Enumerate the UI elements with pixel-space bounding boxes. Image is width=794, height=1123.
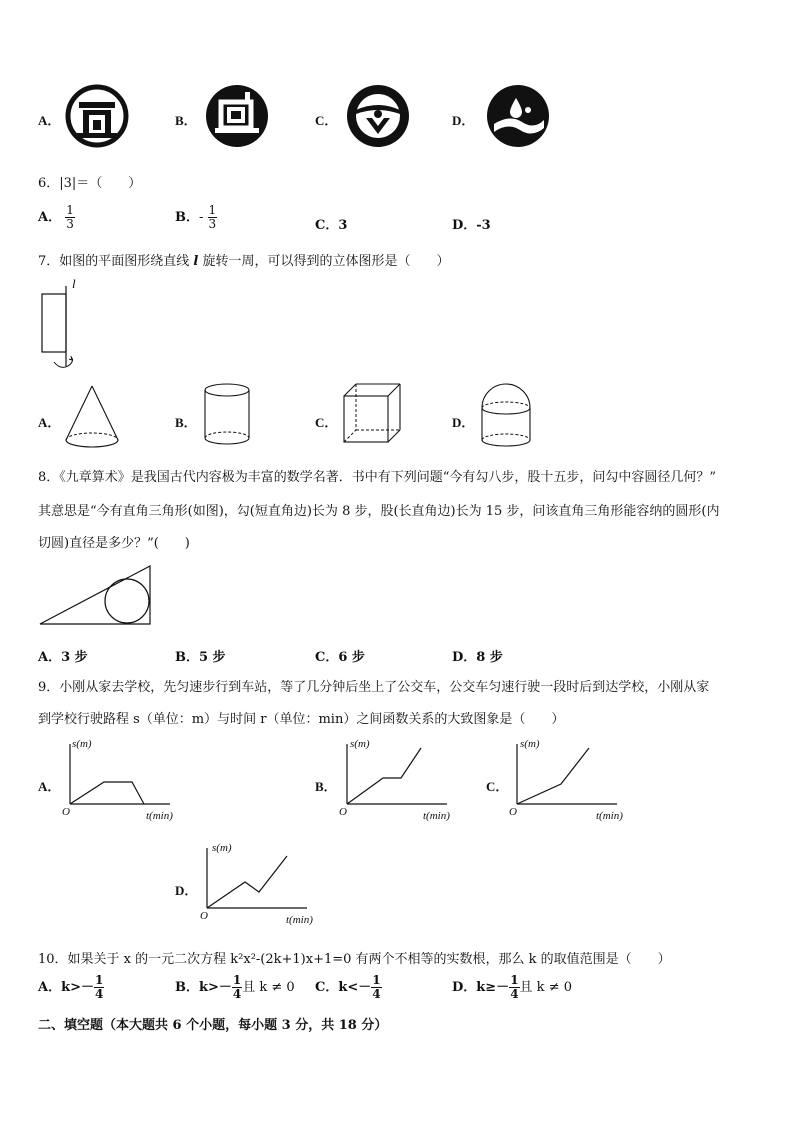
q9-graph-c-xlabel: t(min) — [596, 810, 623, 822]
q7-option-c-label: C． — [315, 415, 338, 430]
logo-wheel-icon — [346, 84, 410, 148]
q6-option-c: C．3 — [315, 218, 348, 233]
q5-option-b-label: B． — [175, 113, 197, 128]
q9-option-a-label: A． — [38, 779, 61, 794]
q6-option-b — [175, 204, 217, 231]
q8-triangle-incircle-figure — [38, 564, 154, 628]
q6-option-a-fraction: $\frac{1}{3}$ — [66, 203, 74, 231]
q6-question: 6．|3|＝（ ） — [38, 176, 142, 191]
q9-graph-a-ylabel: s(m) — [72, 738, 92, 750]
q9-graph-c-ylabel: s(m) — [520, 738, 540, 750]
q6-option-a — [38, 204, 75, 231]
q9-option-b-label: B． — [315, 779, 337, 794]
q10-option-c: C．k<－ $\frac{1}{4}$ — [315, 973, 381, 1001]
q9-graph-a-origin: O — [62, 806, 70, 818]
q7-option-a-label: A． — [38, 415, 61, 430]
q7-axis-label: l — [72, 276, 76, 291]
q9-question-line2: 到学校行驶路程 s（单位：m）与时间 r（单位：min）之间函数关系的大致图象是（ ） — [38, 712, 565, 727]
q7-variable: l — [193, 254, 199, 269]
q8-question-line2: 其意思是“今有直角三角形(如图)，勾(短直角边)长为 8 步，股(长直角边)长为 15 步，问该直角三角形能容纳的圆形(内 — [38, 504, 720, 519]
q7-option-d-label: D． — [452, 415, 475, 430]
q10-option-b-fraction: $\frac{1}{4}$ — [232, 973, 242, 1001]
logo-drop-wave-icon — [486, 84, 550, 148]
q9-graph-c-origin: O — [509, 806, 517, 818]
q8-option-b: B．5 步 — [175, 650, 226, 665]
q7-cylinder-shape — [202, 380, 262, 450]
q10-question: 10．如果关于 x 的一元二次方程 k²x²-(2k+1)x+1=0 有两个不相等的实数根，那么 k 的取值范围是（ ） — [38, 952, 671, 967]
logo-square-spiral-icon — [205, 84, 269, 148]
q6-option-d: D．-3 — [452, 218, 491, 233]
q8-option-d: D．8 步 — [452, 650, 503, 665]
q9-option-d-label: D． — [175, 883, 198, 898]
q5-option-a-label: A． — [38, 113, 61, 128]
q10-option-a-fraction: $\frac{1}{4}$ — [95, 973, 104, 1001]
q6-option-b-label: B． — [175, 210, 199, 225]
q9-graph-d-xlabel: t(min) — [286, 914, 313, 926]
q9-graph-d-ylabel: s(m) — [212, 842, 232, 854]
q9-option-c-label: C． — [486, 779, 509, 794]
q10-option-d-fraction: $\frac{1}{4}$ — [510, 973, 519, 1001]
q10-option-a: A．k>－ $\frac{1}{4}$ — [38, 973, 104, 1001]
q8-question-line3: 切圆)直径是多少？”( ) — [38, 536, 190, 551]
q7-cone-shape — [62, 380, 122, 450]
q8-question-line1: 8．《九章算术》是我国古代内容极为丰富的数学名著．书中有下列问题“今有勾八步，股十五步，问勾中容圆径几何？” — [38, 470, 717, 485]
q9-graph-b-xlabel: t(min) — [423, 810, 450, 822]
q8-option-c: C．6 步 — [315, 650, 365, 665]
q5-option-c-label: C． — [315, 113, 338, 128]
q7-rotation-figure — [38, 278, 98, 374]
q10-option-c-fraction: $\frac{1}{4}$ — [372, 973, 381, 1001]
section2-heading: 二、填空题（本大题共 6 个小题，每小题 3 分，共 18 分） — [38, 1018, 388, 1033]
q9-graph-d-origin: O — [200, 910, 208, 922]
q10-option-b: B．k>－ $\frac{1}{4}$ 且 k ≠ 0 — [175, 973, 295, 1001]
q6-option-a-label: A． — [38, 210, 62, 225]
q5-option-d-label: D． — [452, 113, 475, 128]
q9-graph-a-xlabel: t(min) — [146, 810, 173, 822]
q7-question: 7．如图的平面图形绕直线 l 旋转一周，可以得到的立体图形是（ ） — [38, 254, 450, 269]
q9-graph-b-origin: O — [339, 806, 347, 818]
q7-cuboid-shape — [340, 380, 404, 450]
q7-option-b-label: B． — [175, 415, 197, 430]
q10-option-d: D．k≥－ $\frac{1}{4}$ 且 k ≠ 0 — [452, 973, 572, 1001]
q6-option-b-fraction: $\frac{1}{3}$ — [208, 203, 217, 231]
q8-option-a: A．3 步 — [38, 650, 88, 665]
q7-hemisphere-cylinder-shape — [478, 380, 538, 450]
q9-question-line1: 9．小刚从家去学校，先匀速步行到车站，等了几分钟后坐上了公交车，公交车匀速行驶一段时后到达学校，小刚从家 — [38, 680, 710, 695]
logo-gate-icon — [65, 84, 129, 148]
q9-graph-b-ylabel: s(m) — [350, 738, 370, 750]
q6-option-b-sign: - — [199, 210, 204, 225]
